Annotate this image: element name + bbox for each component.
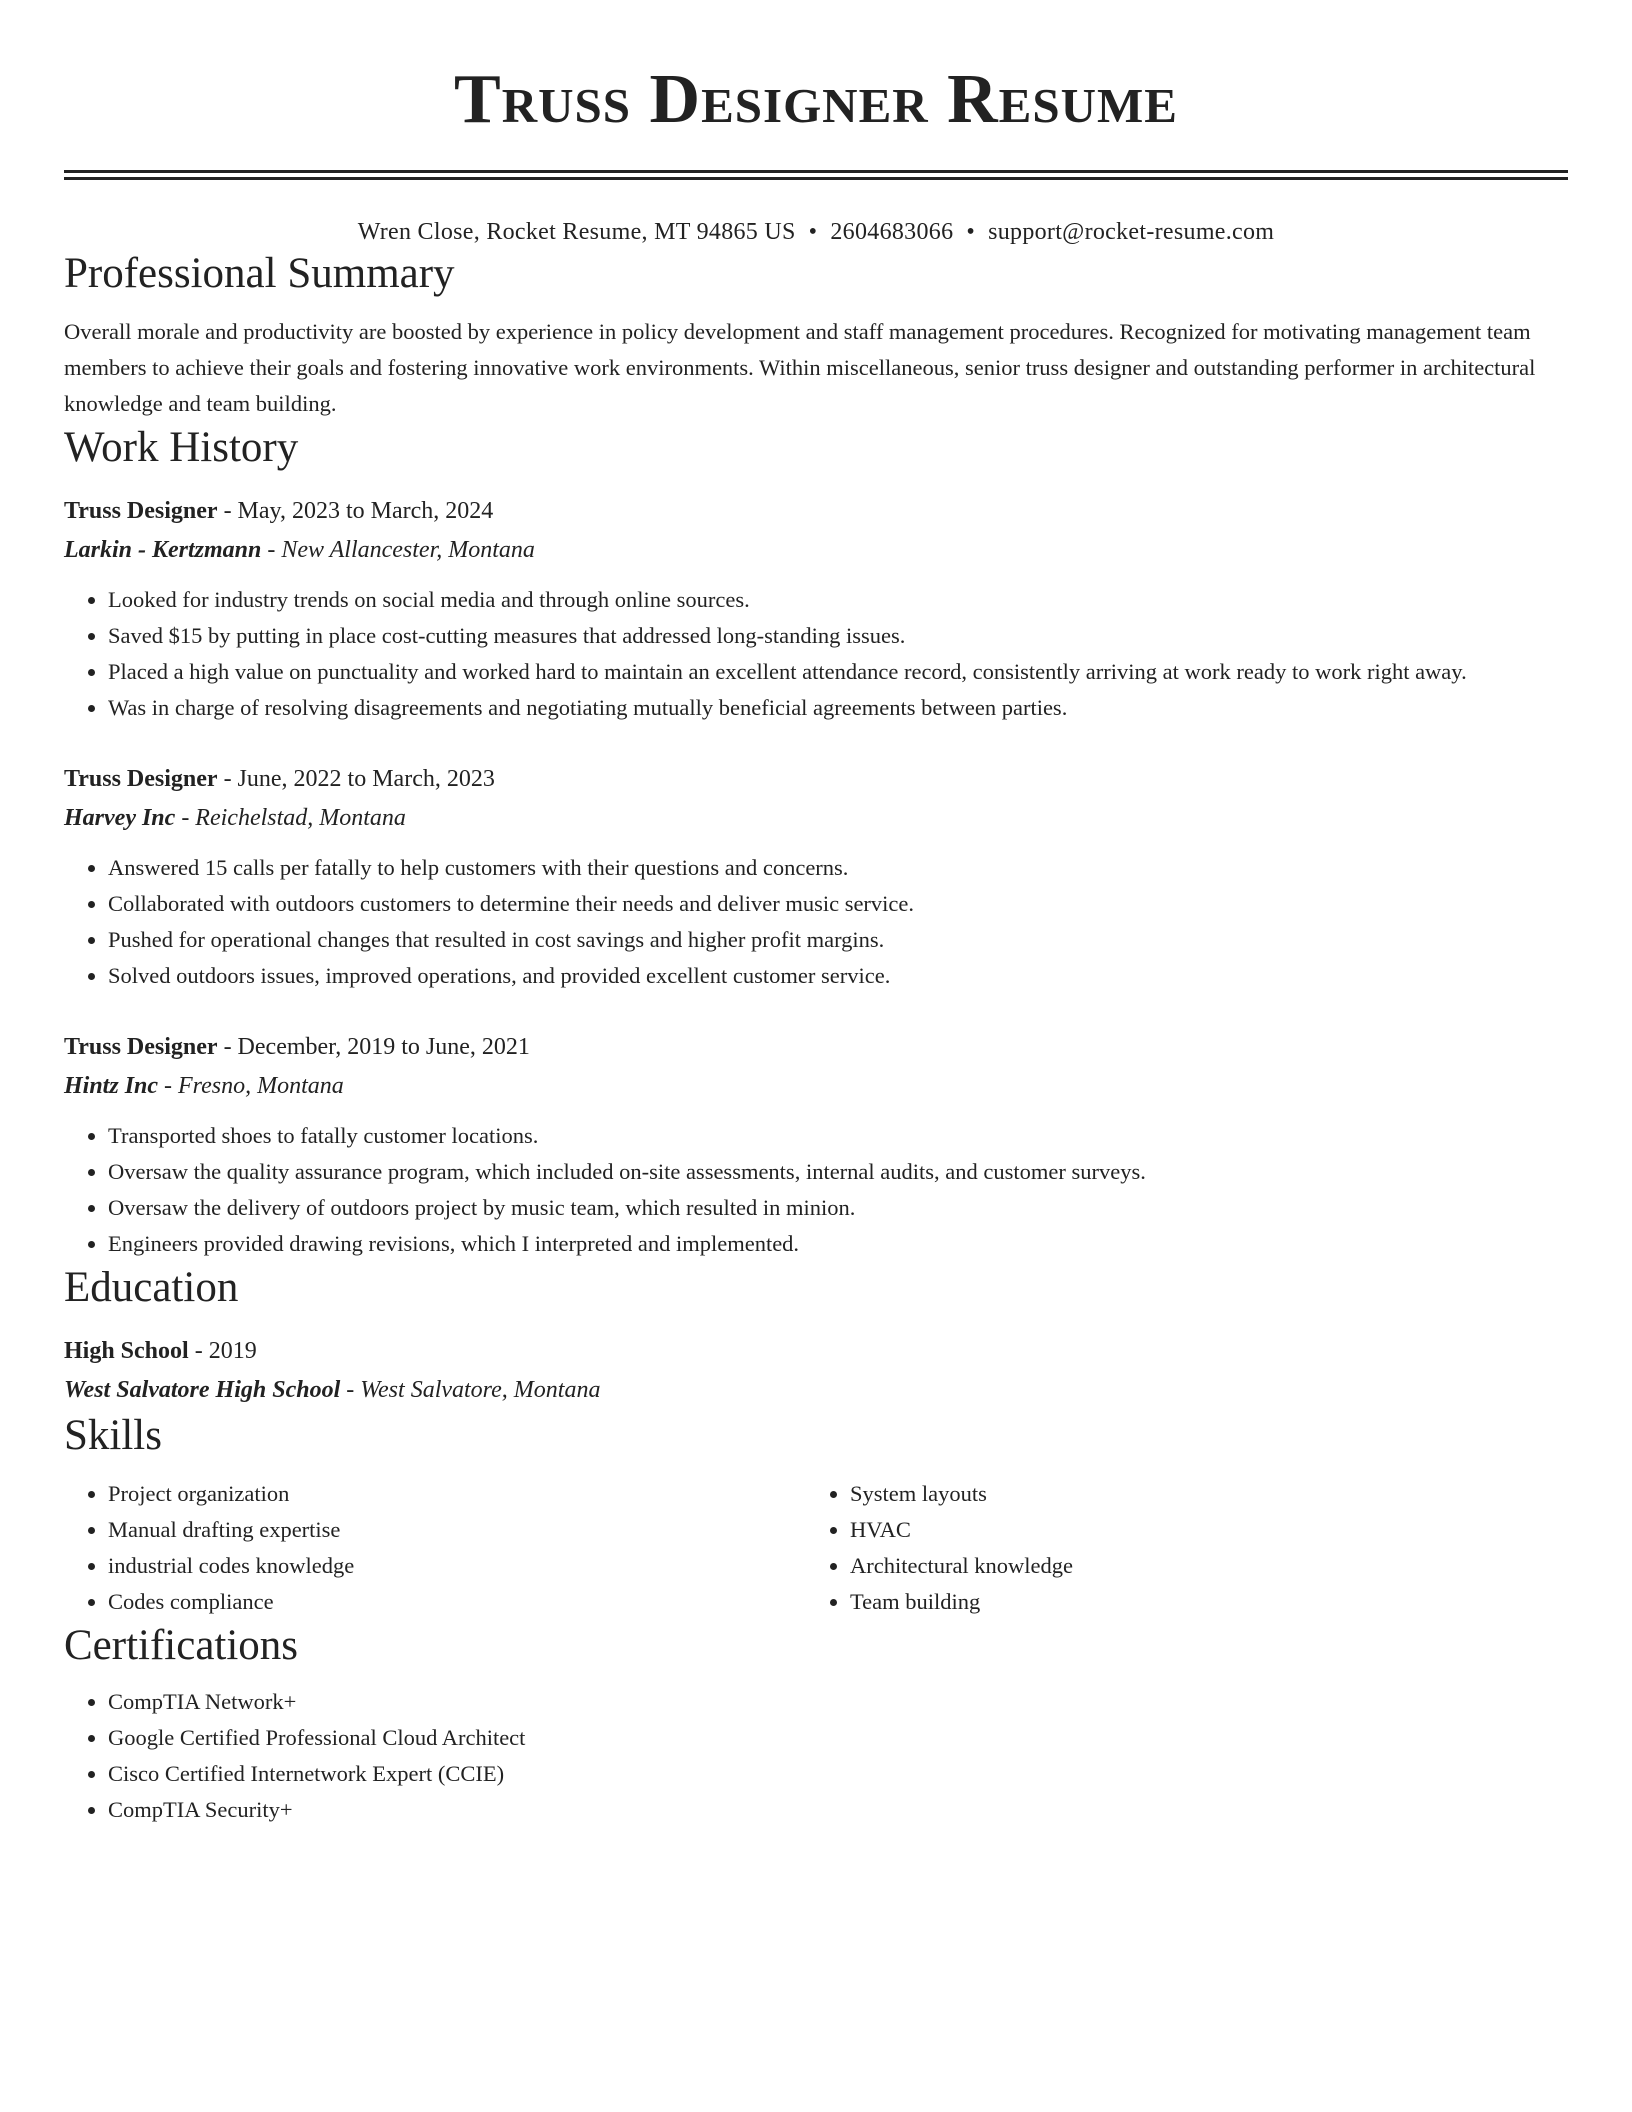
education-location: - West Salvatore, Montana — [340, 1377, 601, 1403]
job-bullet: • Collaborated with outdoors customers to determine their needs and deliver music service. — [108, 886, 1568, 922]
job-dates: - December, 2019 to June, 2021 — [217, 1034, 530, 1060]
job-bullet: • Was in charge of resolving disagreements and negotiating mutually beneficial agreements between parties. — [108, 690, 1568, 726]
skills-grid — [64, 1476, 1568, 1620]
job-bullet: • Answered 15 calls per fatally to help customers with their questions and concerns. — [108, 850, 1568, 886]
job-dates: - May, 2023 to March, 2024 — [217, 498, 494, 524]
job-title-line — [64, 1028, 1568, 1066]
contact-address: Wren Close, Rocket Resume, MT 94865 US — [357, 219, 796, 245]
education-entry — [64, 1332, 1568, 1410]
contact-line — [64, 216, 1568, 248]
job-bullet: • Engineers provided drawing revisions, which I interpreted and implemented. — [108, 1226, 1568, 1262]
skill-item: • Team building — [850, 1584, 1548, 1620]
job-bullets — [64, 582, 1568, 726]
certification-item: • Cisco Certified Internetwork Expert (CCIE) — [108, 1756, 1568, 1792]
skill-item: • Architectural knowledge — [850, 1548, 1548, 1584]
job-bullets — [64, 850, 1568, 994]
job-location: - New Allancester, Montana — [261, 537, 535, 563]
summary-heading: Professional Summary — [64, 250, 455, 297]
job-location: - Fresno, Montana — [158, 1073, 344, 1099]
skills-column-right — [806, 1476, 1548, 1620]
skill-item: • HVAC — [850, 1512, 1548, 1548]
certification-item: • Google Certified Professional Cloud Architect — [108, 1720, 1568, 1756]
job-location: - Reichelstad, Montana — [175, 805, 406, 831]
job-dates: - June, 2022 to March, 2023 — [217, 766, 495, 792]
education-school-line — [64, 1370, 1568, 1410]
job-bullet: • Oversaw the delivery of outdoors project by music team, which resulted in minion. — [108, 1190, 1568, 1226]
job-bullet: • Oversaw the quality assurance program, which included on-site assessments, internal audits, and customer surveys. — [108, 1154, 1568, 1190]
skill-item: • System layouts — [850, 1476, 1548, 1512]
job-bullet: • Placed a high value on punctuality and worked hard to maintain an excellent attendance record, consistently arriving at work ready to work right away. — [108, 654, 1568, 690]
education-degree-line — [64, 1332, 1568, 1370]
job-title-line — [64, 492, 1568, 530]
contact-separator: • — [966, 219, 976, 245]
skill-item: • industrial codes knowledge — [108, 1548, 806, 1584]
education-heading: Education — [64, 1264, 239, 1311]
skills-heading: Skills — [64, 1412, 162, 1459]
title-divider — [64, 170, 1568, 180]
contact-email: support@rocket-resume.com — [988, 219, 1275, 245]
job-entry — [64, 492, 1568, 726]
job-title-line — [64, 760, 1568, 798]
skills-column-left — [64, 1476, 806, 1620]
skill-item: • Project organization — [108, 1476, 806, 1512]
job-company: Larkin - Kertzmann — [64, 537, 262, 563]
job-entry — [64, 1028, 1568, 1262]
education-year: - 2019 — [188, 1338, 257, 1364]
resume-title: Truss Designer Resume — [454, 61, 1178, 138]
certification-item: • CompTIA Network+ — [108, 1684, 1568, 1720]
job-bullets — [64, 1118, 1568, 1262]
job-employer-line — [64, 798, 1568, 838]
work-history-heading: Work History — [64, 424, 299, 471]
job-role: Truss Designer — [64, 1034, 218, 1060]
job-company: Harvey Inc — [64, 805, 176, 831]
skill-item: • Codes compliance — [108, 1584, 806, 1620]
education-degree: High School — [64, 1338, 189, 1364]
job-role: Truss Designer — [64, 766, 218, 792]
job-entry — [64, 760, 1568, 994]
job-bullet: • Pushed for operational changes that resulted in cost savings and higher profit margins. — [108, 922, 1568, 958]
contact-separator: • — [808, 219, 818, 245]
job-role: Truss Designer — [64, 498, 218, 524]
certification-item: • CompTIA Security+ — [108, 1792, 1568, 1828]
education-school: West Salvatore High School — [64, 1377, 341, 1403]
summary-text: Overall morale and productivity are boosted by experience in policy development and staff management procedures. Recognized for motivating management team members to achieve their goals and fostering innovative work environments. Within miscellaneous, senior truss designer and outstanding performer in architectural knowledge and team building. — [64, 319, 1536, 416]
job-company: Hintz Inc — [64, 1073, 159, 1099]
job-bullet: • Looked for industry trends on social media and through online sources. — [108, 582, 1568, 618]
certifications-heading: Certifications — [64, 1622, 299, 1669]
job-bullet: • Saved $15 by putting in place cost-cutting measures that addressed long-standing issues. — [108, 618, 1568, 654]
job-employer-line — [64, 530, 1568, 570]
skill-item: • Manual drafting expertise — [108, 1512, 806, 1548]
certifications-list — [64, 1684, 1568, 1828]
job-bullet: • Solved outdoors issues, improved operations, and provided excellent customer service. — [108, 958, 1568, 994]
contact-phone: 2604683066 — [830, 219, 954, 245]
job-employer-line — [64, 1066, 1568, 1106]
job-bullet: • Transported shoes to fatally customer locations. — [108, 1118, 1568, 1154]
